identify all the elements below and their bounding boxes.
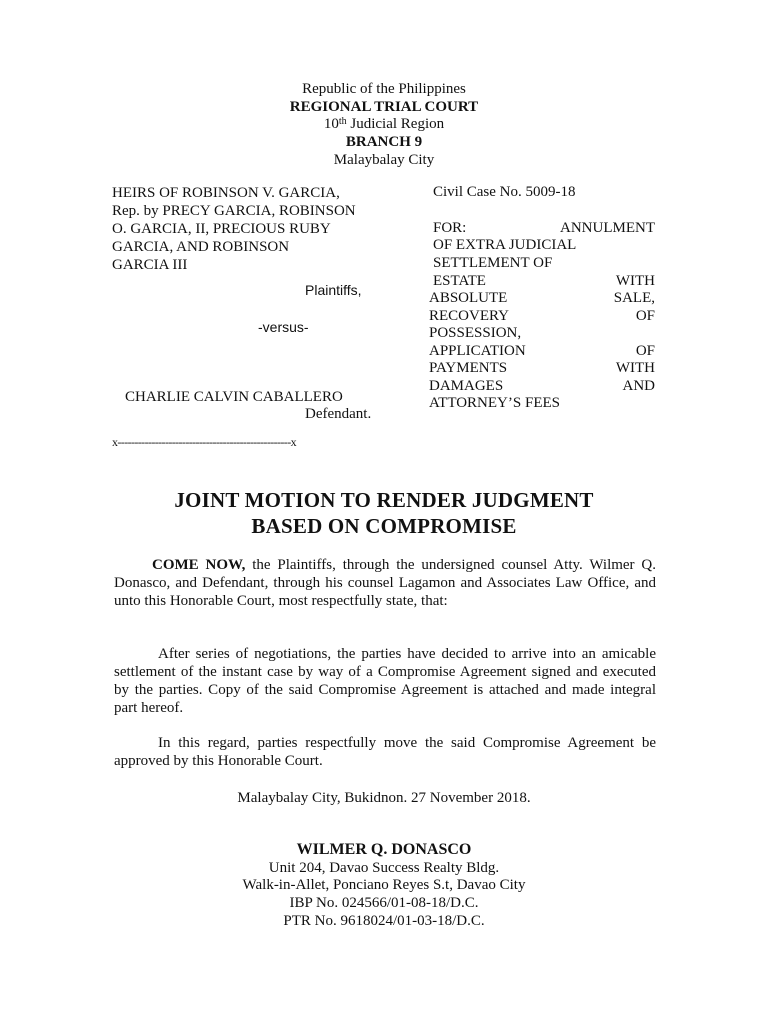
case-number: Civil Case No. 5009-18 — [433, 184, 576, 200]
for-line: SETTLEMENT OF — [433, 255, 553, 271]
plaintiffs-line: GARCIA III — [112, 257, 188, 273]
come-now-text: the Plaintiffs, through the undersigned counsel Atty. Wilmer Q. Donasco, and Defendant, through his counsel Lagamon and Associates Law Office, and unto this Honorable Court, most respectfully state, that: — [114, 557, 656, 609]
date-line: Malaybalay City, Bukidnon. 27 November 2018. — [237, 790, 531, 806]
court-republic: Republic of the Philippines — [302, 81, 466, 97]
come-now-lead: COME NOW, — [152, 557, 246, 573]
signatory-ptr: PTR No. 9618024/01-03-18/D.C. — [283, 913, 485, 929]
for-line: RECOVERY OF — [429, 308, 655, 324]
paragraph-regard — [114, 734, 656, 770]
plaintiffs-line: GARCIA, AND ROBINSON — [112, 239, 290, 255]
caption-separator: x---------------------------------------------------x — [112, 435, 297, 449]
plaintiffs-line: O. GARCIA, II, PRECIOUS RUBY — [112, 221, 331, 237]
for-line: PAYMENTS WITH — [429, 360, 655, 376]
paragraph-come-now — [114, 556, 656, 610]
signatory-ibp: IBP No. 024566/01-08-18/D.C. — [289, 895, 479, 911]
paragraph-negotiations — [114, 645, 656, 717]
region-text: Judicial Region — [346, 116, 445, 132]
signatory-address-1: Unit 204, Davao Success Realty Bldg. — [268, 860, 500, 876]
document-title-line1: JOINT MOTION TO RENDER JUDGMENT — [174, 488, 594, 512]
plaintiffs-block — [112, 184, 402, 274]
for-line: POSSESSION, — [429, 325, 522, 341]
negotiations-text: After series of negotiations, the parties have decided to arrive into an amicable settlement of the instant case by way of a Compromise Agreement signed and executed by the parties. Copy of the said Compromise Agreement is attached and made integral part hereof. — [114, 646, 656, 716]
court-name: REGIONAL TRIAL COURT — [289, 99, 479, 115]
for-line: APPLICATION OF — [429, 343, 655, 359]
for-line: FOR: ANNULMENT — [433, 220, 655, 236]
court-branch: BRANCH 9 — [345, 134, 423, 150]
region-suffix: th — [338, 116, 347, 127]
plaintiffs-line: HEIRS OF ROBINSON V. GARCIA, — [112, 185, 340, 201]
for-line: ATTORNEY’S FEES — [429, 395, 560, 411]
court-city: Malaybalay City — [333, 152, 435, 168]
signatory-name: WILMER Q. DONASCO — [296, 841, 472, 858]
plaintiffs-line: Rep. by PRECY GARCIA, ROBINSON — [112, 203, 356, 219]
court-region — [0, 115, 768, 133]
for-line: DAMAGES AND — [429, 378, 655, 394]
versus-label: -versus- — [258, 319, 309, 335]
for-line: OF EXTRA JUDICIAL — [433, 237, 577, 253]
defendant-label: Defendant. — [305, 406, 372, 422]
region-number: 10 — [323, 116, 339, 132]
regard-text: In this regard, parties respectfully move the said Compromise Agreement be approved by this Honorable Court. — [114, 735, 656, 769]
document-title-line2: BASED ON COMPROMISE — [251, 514, 517, 538]
defendant-name: CHARLIE CALVIN CABALLERO — [125, 389, 343, 405]
signatory-address-2: Walk-in-Allet, Ponciano Reyes S.t, Davao City — [242, 877, 526, 893]
for-line: ESTATE WITH — [433, 273, 655, 289]
plaintiffs-label: Plaintiffs, — [305, 282, 362, 298]
for-line: ABSOLUTE SALE, — [429, 290, 655, 306]
